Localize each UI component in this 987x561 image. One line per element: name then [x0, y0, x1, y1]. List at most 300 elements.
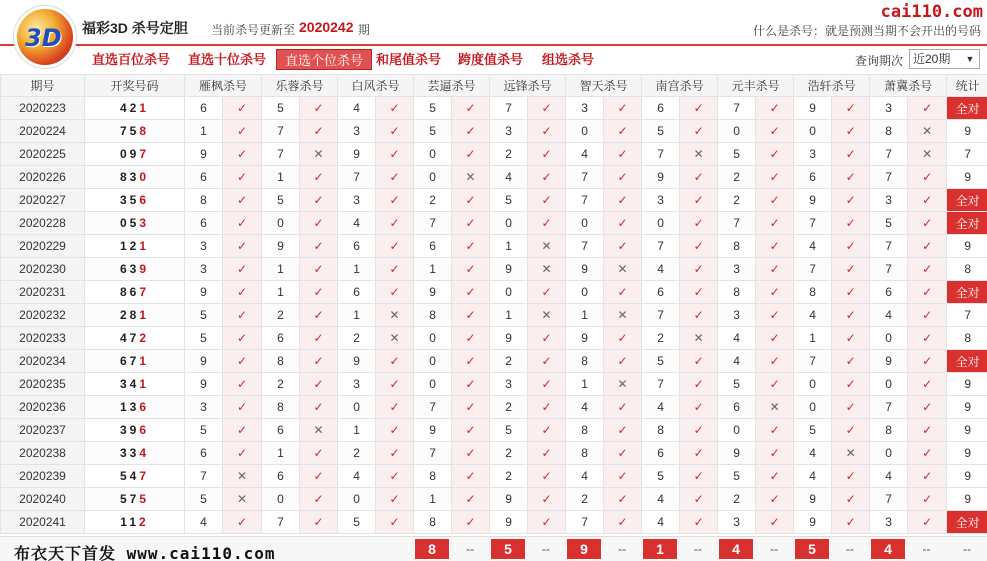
kill-number-cell: 7	[794, 258, 832, 281]
draw-digit: 6	[119, 354, 130, 368]
hit-count-cell: 9	[947, 166, 987, 189]
check-icon: ✓	[452, 511, 490, 534]
kill-number-cell: 5	[185, 419, 223, 442]
kill-number-cell: 5	[185, 304, 223, 327]
check-icon: ✓	[756, 97, 794, 120]
kill-number-cell: 4	[794, 235, 832, 258]
hit-count-cell: 9	[947, 235, 987, 258]
cross-icon: ✕	[528, 235, 566, 258]
check-icon: ✓	[680, 281, 718, 304]
kill-number-cell: 2	[718, 488, 756, 511]
check-icon: ✓	[376, 419, 414, 442]
kill-number-cell: 7	[490, 97, 528, 120]
tab-group-kill[interactable]: 组选杀号	[542, 52, 595, 67]
check-icon: ✓	[300, 442, 338, 465]
check-icon: ✓	[528, 350, 566, 373]
draw-digit: 2	[129, 101, 140, 115]
all-correct-badge: 全对	[947, 97, 987, 120]
check-icon: ✓	[452, 212, 490, 235]
kill-number-cell: 1	[338, 304, 376, 327]
check-icon: ✓	[908, 166, 947, 189]
draw-digit: 0	[119, 147, 130, 161]
check-icon: ✓	[680, 235, 718, 258]
kill-number-cell: 0	[566, 120, 604, 143]
check-icon: ✓	[908, 189, 947, 212]
check-icon: ✓	[452, 258, 490, 281]
tab-tens-kill[interactable]: 直选十位杀号	[188, 52, 267, 67]
check-icon: ✓	[223, 327, 262, 350]
kill-number-cell: 5	[490, 419, 528, 442]
kill-number-cell: 7	[870, 488, 908, 511]
kill-number-cell: 9	[414, 281, 452, 304]
kill-number-cell: 6	[185, 212, 223, 235]
period-cell: 2020229	[1, 235, 85, 258]
kill-number-cell: 1	[490, 304, 528, 327]
table-row	[1, 396, 987, 419]
kill-number-cell: 2	[490, 143, 528, 166]
draw-digit: 4	[139, 446, 150, 460]
kill-number-cell: 9	[490, 258, 528, 281]
cross-icon: ✕	[300, 419, 338, 442]
check-icon: ✓	[528, 419, 566, 442]
check-icon: ✓	[376, 281, 414, 304]
next-stats-pending: --	[963, 542, 971, 556]
check-icon: ✓	[832, 143, 870, 166]
kill-number-cell: 6	[718, 396, 756, 419]
check-icon: ✓	[300, 488, 338, 511]
check-icon: ✓	[680, 189, 718, 212]
check-icon: ✓	[300, 281, 338, 304]
check-icon: ✓	[300, 258, 338, 281]
draw-cell	[85, 189, 185, 212]
check-icon: ✓	[908, 465, 947, 488]
cross-icon: ✕	[680, 327, 718, 350]
kill-number-cell: 7	[794, 212, 832, 235]
draw-digit: 4	[129, 377, 140, 391]
kill-number-cell: 4	[338, 465, 376, 488]
kill-number-cell: 5	[870, 212, 908, 235]
draw-digit: 9	[139, 262, 150, 276]
draw-digit: 5	[129, 193, 140, 207]
next-kill-number: 9	[567, 539, 601, 559]
period-cell: 2020231	[1, 281, 85, 304]
chevron-down-icon: ▼	[965, 54, 975, 64]
hit-count-cell: 8	[947, 258, 987, 281]
next-kill-pending: --	[618, 542, 626, 556]
check-icon: ✓	[223, 419, 262, 442]
period-cell: 2020239	[1, 465, 85, 488]
hit-count-cell: 9	[947, 419, 987, 442]
kill-number-cell: 8	[262, 396, 300, 419]
draw-digit: 8	[119, 170, 130, 184]
table-row	[1, 281, 987, 304]
kill-number-cell: 3	[185, 258, 223, 281]
kill-number-cell: 1	[262, 442, 300, 465]
cross-icon: ✕	[756, 396, 794, 419]
draw-digit: 9	[129, 147, 140, 161]
check-icon: ✓	[756, 189, 794, 212]
check-icon: ✓	[604, 511, 642, 534]
hit-count-cell: 9	[947, 396, 987, 419]
next-kill-pending: --	[542, 542, 550, 556]
kill-number-cell: 2	[262, 373, 300, 396]
check-icon: ✓	[908, 350, 947, 373]
kill-number-table	[0, 74, 987, 534]
hit-count-cell: 8	[947, 327, 987, 350]
kill-number-cell: 6	[262, 465, 300, 488]
kill-number-cell: 3	[870, 189, 908, 212]
check-icon: ✓	[756, 373, 794, 396]
check-icon: ✓	[832, 304, 870, 327]
kill-number-cell: 0	[794, 120, 832, 143]
kill-number-cell: 4	[566, 143, 604, 166]
kill-number-cell: 8	[870, 419, 908, 442]
check-icon: ✓	[680, 419, 718, 442]
kill-number-cell: 2	[490, 442, 528, 465]
kill-number-cell: 0	[718, 419, 756, 442]
tab-span-kill[interactable]: 跨度值杀号	[458, 52, 524, 67]
check-icon: ✓	[376, 166, 414, 189]
draw-digit: 7	[139, 147, 150, 161]
col-expert-2: 乐蓉杀号	[262, 75, 338, 97]
tab-units-kill[interactable]: 直选个位杀号	[276, 49, 372, 70]
draw-digit: 5	[129, 216, 140, 230]
check-icon: ✓	[680, 373, 718, 396]
check-icon: ✓	[832, 511, 870, 534]
check-icon: ✓	[223, 235, 262, 258]
kill-number-cell: 6	[185, 442, 223, 465]
draw-cell	[85, 97, 185, 120]
check-icon: ✓	[452, 350, 490, 373]
check-icon: ✓	[452, 189, 490, 212]
kill-number-cell: 9	[794, 488, 832, 511]
check-icon: ✓	[528, 465, 566, 488]
kill-number-cell: 0	[414, 143, 452, 166]
draw-digit: 1	[139, 377, 150, 391]
draw-digit: 8	[129, 308, 140, 322]
kill-number-cell: 7	[566, 166, 604, 189]
brand-link[interactable]: cai110.com	[880, 2, 983, 22]
kill-number-cell: 9	[642, 166, 680, 189]
check-icon: ✓	[528, 212, 566, 235]
draw-digit: 1	[129, 515, 139, 529]
tab-hundreds-kill[interactable]: 直选百位杀号	[92, 52, 171, 67]
check-icon: ✓	[604, 419, 642, 442]
draw-digit: 5	[119, 492, 130, 506]
check-icon: ✓	[528, 281, 566, 304]
check-icon: ✓	[528, 373, 566, 396]
kill-number-cell: 9	[185, 281, 223, 304]
next-kill-pending: --	[466, 542, 474, 556]
kill-number-cell: 4	[718, 350, 756, 373]
check-icon: ✓	[832, 373, 870, 396]
draw-digit: 8	[139, 124, 150, 138]
kill-number-cell: 4	[794, 304, 832, 327]
check-icon: ✓	[680, 304, 718, 327]
draw-cell	[85, 304, 185, 327]
kill-number-cell: 2	[414, 189, 452, 212]
kill-number-cell: 8	[414, 304, 452, 327]
kill-number-cell: 3	[490, 373, 528, 396]
kill-number-cell: 1	[414, 488, 452, 511]
draw-cell	[85, 120, 185, 143]
kill-number-cell: 7	[642, 373, 680, 396]
kill-number-cell: 5	[718, 373, 756, 396]
kill-number-cell: 9	[338, 143, 376, 166]
check-icon: ✓	[832, 419, 870, 442]
table-row	[1, 212, 987, 235]
kill-number-cell: 9	[338, 350, 376, 373]
query-period-label: 查询期次	[855, 54, 904, 68]
check-icon: ✓	[832, 327, 870, 350]
kill-number-cell: 1	[338, 258, 376, 281]
table-row	[1, 120, 987, 143]
check-icon: ✓	[756, 166, 794, 189]
period-cell: 2020235	[1, 373, 85, 396]
table-row	[1, 488, 987, 511]
next-kill-pending: --	[846, 542, 854, 556]
check-icon: ✓	[756, 350, 794, 373]
check-icon: ✓	[756, 327, 794, 350]
kill-number-cell: 6	[414, 235, 452, 258]
kill-number-cell: 7	[718, 212, 756, 235]
check-icon: ✓	[223, 258, 262, 281]
next-kill-pending: --	[922, 542, 931, 556]
check-icon: ✓	[756, 442, 794, 465]
draw-digit: 3	[129, 446, 140, 460]
kill-number-cell: 6	[642, 97, 680, 120]
check-icon: ✓	[832, 350, 870, 373]
cross-icon: ✕	[908, 120, 947, 143]
kill-number-cell: 3	[338, 189, 376, 212]
check-icon: ✓	[223, 143, 262, 166]
kill-number-cell: 8	[566, 419, 604, 442]
cross-icon: ✕	[223, 465, 262, 488]
kill-number-cell: 7	[642, 235, 680, 258]
kill-number-cell: 3	[338, 373, 376, 396]
check-icon: ✓	[223, 511, 262, 534]
col-expert-10: 萧冀杀号	[870, 75, 947, 97]
query-period-value: 近20期	[913, 52, 951, 66]
cross-icon: ✕	[680, 143, 718, 166]
draw-cell	[85, 350, 185, 373]
kill-number-cell: 9	[870, 350, 908, 373]
kill-number-cell: 5	[490, 189, 528, 212]
check-icon: ✓	[528, 442, 566, 465]
kill-number-cell: 7	[870, 143, 908, 166]
check-icon: ✓	[604, 189, 642, 212]
kill-number-cell: 8	[185, 189, 223, 212]
table-row	[1, 511, 987, 534]
kill-number-cell: 0	[262, 488, 300, 511]
check-icon: ✓	[300, 304, 338, 327]
next-period-row	[0, 536, 987, 561]
col-stats: 统计	[947, 75, 987, 97]
check-icon: ✓	[832, 189, 870, 212]
cross-icon: ✕	[604, 304, 642, 327]
period-cell: 2020236	[1, 396, 85, 419]
kill-number-cell: 0	[794, 396, 832, 419]
draw-digit: 7	[119, 124, 130, 138]
cross-icon: ✕	[376, 304, 414, 327]
check-icon: ✓	[376, 212, 414, 235]
kill-number-cell: 1	[794, 327, 832, 350]
check-icon: ✓	[528, 488, 566, 511]
kill-number-cell: 9	[490, 511, 528, 534]
check-icon: ✓	[908, 511, 947, 534]
kill-number-cell: 3	[718, 511, 756, 534]
check-icon: ✓	[528, 189, 566, 212]
kill-number-cell: 3	[566, 97, 604, 120]
check-icon: ✓	[300, 97, 338, 120]
kill-number-cell: 0	[414, 327, 452, 350]
kill-number-cell: 4	[642, 258, 680, 281]
table-row	[1, 304, 987, 327]
kill-number-cell: 3	[718, 304, 756, 327]
check-icon: ✓	[680, 212, 718, 235]
kill-number-cell: 7	[262, 143, 300, 166]
table-row	[1, 419, 987, 442]
kill-number-cell: 5	[338, 511, 376, 534]
cross-icon: ✕	[300, 143, 338, 166]
check-icon: ✓	[680, 166, 718, 189]
kill-type-nav	[0, 48, 987, 72]
check-icon: ✓	[452, 235, 490, 258]
kill-number-cell: 4	[870, 304, 908, 327]
draw-digit: 7	[139, 285, 150, 299]
check-icon: ✓	[376, 442, 414, 465]
table-row	[1, 97, 987, 120]
check-icon: ✓	[604, 442, 642, 465]
draw-digit: 1	[119, 239, 130, 253]
hit-count-cell: 9	[947, 465, 987, 488]
check-icon: ✓	[680, 97, 718, 120]
tab-sum-tail-kill[interactable]: 和尾值杀号	[376, 52, 442, 67]
next-kill-pending: --	[770, 542, 778, 556]
update-period: 2020242	[299, 19, 354, 35]
check-icon: ✓	[908, 304, 947, 327]
kill-number-cell: 4	[642, 488, 680, 511]
check-icon: ✓	[452, 304, 490, 327]
kill-number-cell: 7	[185, 465, 223, 488]
draw-cell	[85, 396, 185, 419]
check-icon: ✓	[452, 143, 490, 166]
table-row	[1, 442, 987, 465]
table-row	[1, 143, 987, 166]
check-icon: ✓	[832, 212, 870, 235]
check-icon: ✓	[908, 396, 947, 419]
col-expert-8: 元丰杀号	[718, 75, 794, 97]
kill-number-cell: 7	[414, 212, 452, 235]
kill-number-cell: 8	[566, 442, 604, 465]
kill-number-cell: 0	[794, 373, 832, 396]
check-icon: ✓	[528, 97, 566, 120]
kill-number-cell: 1	[262, 281, 300, 304]
table-row	[1, 189, 987, 212]
check-icon: ✓	[908, 281, 947, 304]
kill-number-cell: 7	[718, 97, 756, 120]
period-cell: 2020232	[1, 304, 85, 327]
kill-number-cell: 2	[262, 304, 300, 327]
fc3d-logo	[14, 6, 76, 68]
next-kill-number: 4	[871, 539, 905, 559]
kill-number-cell: 9	[794, 511, 832, 534]
draw-digit: 6	[119, 262, 130, 276]
col-expert-5: 远锋杀号	[490, 75, 566, 97]
table-header-row	[1, 75, 987, 97]
check-icon: ✓	[604, 350, 642, 373]
hit-count-cell: 9	[947, 373, 987, 396]
check-icon: ✓	[300, 396, 338, 419]
kill-number-cell: 9	[414, 419, 452, 442]
draw-digit: 0	[119, 216, 130, 230]
check-icon: ✓	[680, 120, 718, 143]
check-icon: ✓	[300, 120, 338, 143]
check-icon: ✓	[223, 396, 262, 419]
check-icon: ✓	[452, 327, 490, 350]
check-icon: ✓	[832, 120, 870, 143]
draw-cell	[85, 212, 185, 235]
draw-digit: 0	[139, 170, 150, 184]
kill-number-cell: 9	[185, 350, 223, 373]
check-icon: ✓	[376, 143, 414, 166]
kill-number-cell: 4	[338, 212, 376, 235]
next-kill-number: 5	[795, 539, 829, 559]
check-icon: ✓	[832, 166, 870, 189]
kill-number-tagline: 什么是杀号：就是预测当期不会开出的号码	[752, 24, 981, 38]
kill-number-cell: 1	[338, 419, 376, 442]
update-suffix: 期	[358, 23, 371, 37]
kill-number-cell: 7	[870, 235, 908, 258]
check-icon: ✓	[376, 120, 414, 143]
check-icon: ✓	[832, 281, 870, 304]
kill-number-cell: 9	[794, 189, 832, 212]
col-expert-6: 智天杀号	[566, 75, 642, 97]
kill-number-cell: 5	[262, 97, 300, 120]
check-icon: ✓	[223, 166, 262, 189]
next-kill-number: 8	[415, 539, 449, 559]
draw-digit: 4	[119, 331, 130, 345]
table-row	[1, 258, 987, 281]
kill-number-cell: 7	[794, 350, 832, 373]
kill-number-cell: 4	[185, 511, 223, 534]
kill-number-cell: 9	[566, 258, 604, 281]
kill-number-cell: 4	[642, 511, 680, 534]
hit-count-cell: 7	[947, 143, 987, 166]
kill-number-cell: 0	[414, 166, 452, 189]
table-row	[1, 465, 987, 488]
kill-number-cell: 2	[642, 327, 680, 350]
kill-number-cell: 9	[262, 235, 300, 258]
all-correct-badge: 全对	[947, 350, 987, 373]
draw-digit: 7	[139, 469, 150, 483]
cross-icon: ✕	[908, 143, 947, 166]
kill-number-cell: 0	[414, 373, 452, 396]
check-icon: ✓	[452, 419, 490, 442]
query-period-select[interactable]	[909, 49, 980, 69]
check-icon: ✓	[604, 488, 642, 511]
kill-number-cell: 0	[414, 350, 452, 373]
kill-number-cell: 7	[566, 511, 604, 534]
draw-cell	[85, 258, 185, 281]
check-icon: ✓	[376, 488, 414, 511]
kill-number-cell: 5	[794, 419, 832, 442]
draw-digit: 3	[129, 170, 140, 184]
draw-digit: 7	[129, 331, 140, 345]
kill-number-cell: 8	[870, 120, 908, 143]
check-icon: ✓	[604, 465, 642, 488]
check-icon: ✓	[604, 97, 642, 120]
